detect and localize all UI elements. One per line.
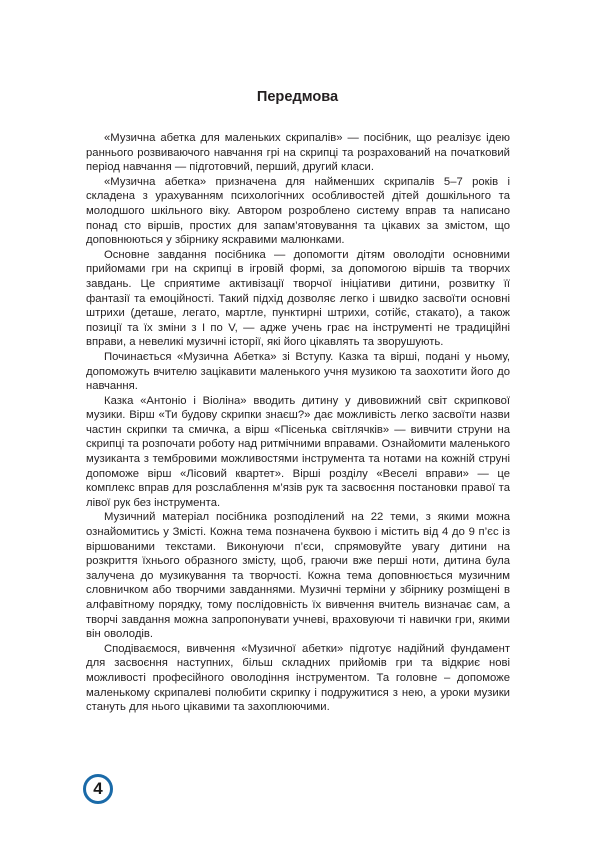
page-title: Передмова bbox=[256, 89, 339, 105]
paragraph: Музичний матеріал посібника розподілений на 22 теми, з якими можна ознайомитись у Змісті. Кожна тема позначена буквою і містить від 4 до 9 п’єс із віршованими текстами. Виконуючи п’єси, спрямовуйте увагу дитини на розкриття їхнього образного змісту, щоб, граючи вже перші ноти, дитина була залучена до музикування та творчості. Кожна тема доповнюється музичним словничком або творчими завданнями. Музичні терміни у збірнику розміщені в алфавітному порядку, тому послідовність їх вивчення вчитель визначає сам, а творчі завдання можна запропонувати учневі, враховуючи ті навички гри, якими він оволодів. bbox=[86, 511, 510, 641]
page-number: 4 bbox=[93, 779, 103, 798]
paragraph: Починається «Музична Абетка» зі Вступу. Казка та вірші, подані у ньому, допоможуть вчителю зацікавити маленького учня музикою та заохотити його до навчання. bbox=[86, 350, 510, 393]
page-number-badge bbox=[83, 774, 113, 804]
paragraph: «Музична абетка для маленьких скрипалів» — посібник, що реалізує ідею раннього розвиваючого навчання грі на скрипці та розрахований на початковий період навчання — підготовчий, перший, другий класи. bbox=[86, 132, 510, 174]
paragraph: «Музична абетка» призначена для найменших скрипалів 5–7 років і складена з урахуванням психологічних особливостей дітей дошкільного та молодшого шкільного віку. Автором розроблено систему вправ та написано понад сто віршів, простих для запам’ятовування та цікавих за змістом, що доповнюються у збірнику яскравими малюнками. bbox=[86, 175, 510, 247]
paragraph: Казка «Антоніо і Віоліна» вводить дитину у дивовижний світ скрипкової музики. Вірш «Ти будову скрипки знаєш?» дає можливість легко засвоїти назви частин скрипки та смичка, а вірш «Пісенька світлячків» — вивчити струни на скрипці та розпочати роботу над ритмічними вправами. Ознайомити маленького музиканта з тембровими можливостями інструмента та нотами на кожній струні допоможе вірш «Лісовий квартет». Вірші розділу «Веселі вправи» — це комплекс вправ для розслаблення м’язів рук та засвоєння постановки правої та лівої рук без інструмента. bbox=[86, 394, 510, 509]
paragraph: Сподіваємося, вивчення «Музичної абетки» підготує надійний фундамент для засвоєння наступних, більш складних прийомів гри та відкриє нові можливості професійного оволодіння інструментом. Та головне – допоможе маленькому скрипалеві полюбити скрипку і подружитися з нею, а уроки музики стануть для нього цікавими та захоплюючими. bbox=[86, 642, 510, 714]
preface-body bbox=[86, 131, 510, 715]
paragraph: Основне завдання посібника — допомогти дітям оволодіти основними прийомами гри на скрипці в ігровій формі, за допомогою віршів та творчих завдань. Це сприятиме активізації творчої ініціативи дитини, розвитку її фантазії та емоційності. Такий підхід дозволяє легко і швидко засвоїти основні штрихи (деташе, легато, мартле, пунктирні штрихи, сотійє, стакато), а також позиції та їх зміни з I по V, — адже учень грає на інструменті не традиційні вправи, а невеликі музичні історії, які його цікавлять та зворушують. bbox=[86, 248, 510, 349]
